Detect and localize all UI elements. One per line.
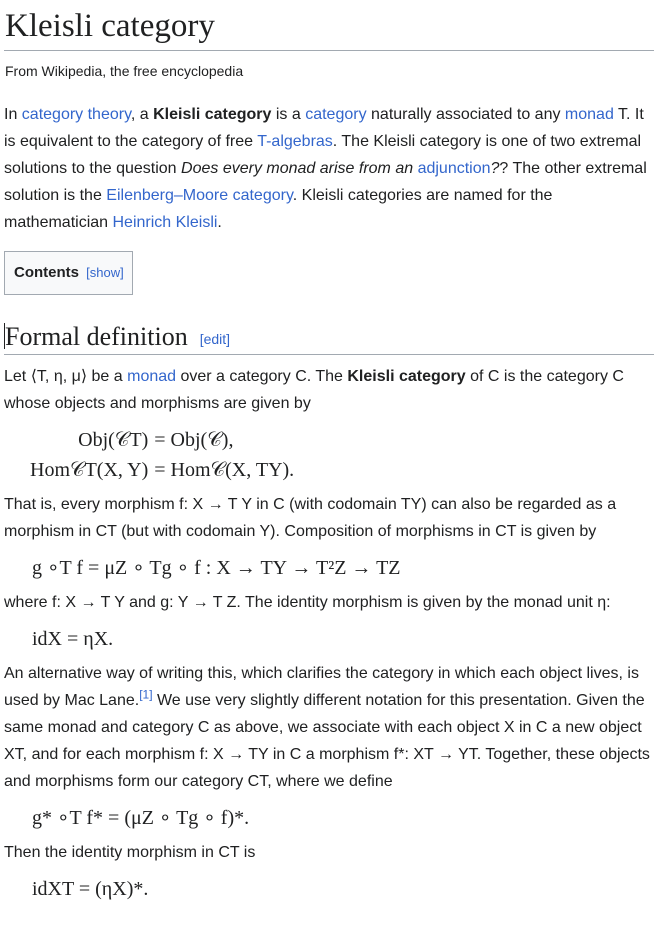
equation-objects-morphisms — [30, 425, 654, 485]
link-adjunction[interactable]: adjunction — [417, 159, 491, 177]
page-title: Kleisli category — [4, 0, 654, 51]
reference-link[interactable]: [1] — [139, 687, 153, 702]
link-t-algebras[interactable]: T-algebras — [257, 132, 333, 150]
definition-paragraph: Let ⟨T, η, μ⟩ be a monad over a category C. The Kleisli category of C is the category C whose objects and morphisms are given by — [4, 368, 624, 413]
table-of-contents — [4, 251, 133, 295]
equation-identity: idX = ηX. — [32, 628, 114, 651]
paragraph-identity: Then the identity morphism in CT is — [4, 844, 256, 862]
equation-identity-star: idXT = (ηX)*. — [32, 878, 149, 901]
paragraph-where: where f: X → T Y and g: Y → T Z. The identity morphism is given by the monad unit η: — [4, 594, 611, 612]
eq-obj-lhs: Obj(𝒞T) — [78, 429, 149, 452]
section-edit-link[interactable]: [edit] — [199, 330, 231, 347]
paragraph-morphism: That is, every morphism f: X → T Y in C (with codomain TY) can also be regarded as a morphism in CT (but with codomain Y). Composition of morphisms in CT is given by — [4, 496, 617, 541]
link-category-theory[interactable]: category theory — [21, 105, 131, 123]
eq-hom-rhs: = Hom𝒞(X, TY). — [154, 459, 295, 482]
toc-show-toggle[interactable]: [show] — [86, 264, 124, 280]
equation-composition: g ∘T f = μZ ∘ Tg ∘ f : X → TY → T²Z → TZ — [32, 557, 401, 580]
eq-obj-rhs: = Obj(𝒞), — [154, 429, 234, 452]
paragraph-alternative: An alternative way of writing this, which clarifies the category in which each object lives, is used by Mac Lane.[1] We use very slightly different notation for this presentation. Given the same monad and category C as above, we associate with each object X in C a new object XT, and for each morphism f: X → TY in C a morphism f*: XT → YT. Together, these objects and morphisms form our category CT, where we define — [4, 665, 650, 791]
section-heading: Formal definition [edit] — [4, 321, 654, 355]
link-heinrich-kleisli[interactable]: Heinrich Kleisli — [112, 213, 218, 231]
toc-title: Contents — [14, 263, 79, 281]
article — [4, 0, 654, 910]
intro-paragraph: In category theory, a Kleisli category is a category naturally associated to any monad T. It is equivalent to the category of free T-algebras. The Kleisli category is one of two extremal solutions to the question Does every monad arise from an adjunction?? The other extremal solution is the Eilenberg–Moore category. Kleisli categories are named for the mathematician Heinrich Kleisli. — [4, 105, 647, 231]
link-category[interactable]: category — [305, 105, 367, 123]
link-eilenberg-moore[interactable]: Eilenberg–Moore category — [106, 186, 293, 204]
tagline: From Wikipedia, the free encyclopedia — [5, 62, 244, 79]
equation-composition-star: g* ∘T f* = (μZ ∘ Tg ∘ f)*. — [32, 807, 250, 830]
link-monad[interactable]: monad — [564, 105, 614, 123]
eq-hom-lhs: Hom𝒞T(X, Y) — [30, 459, 149, 482]
link-monad-2[interactable]: monad — [127, 368, 177, 386]
